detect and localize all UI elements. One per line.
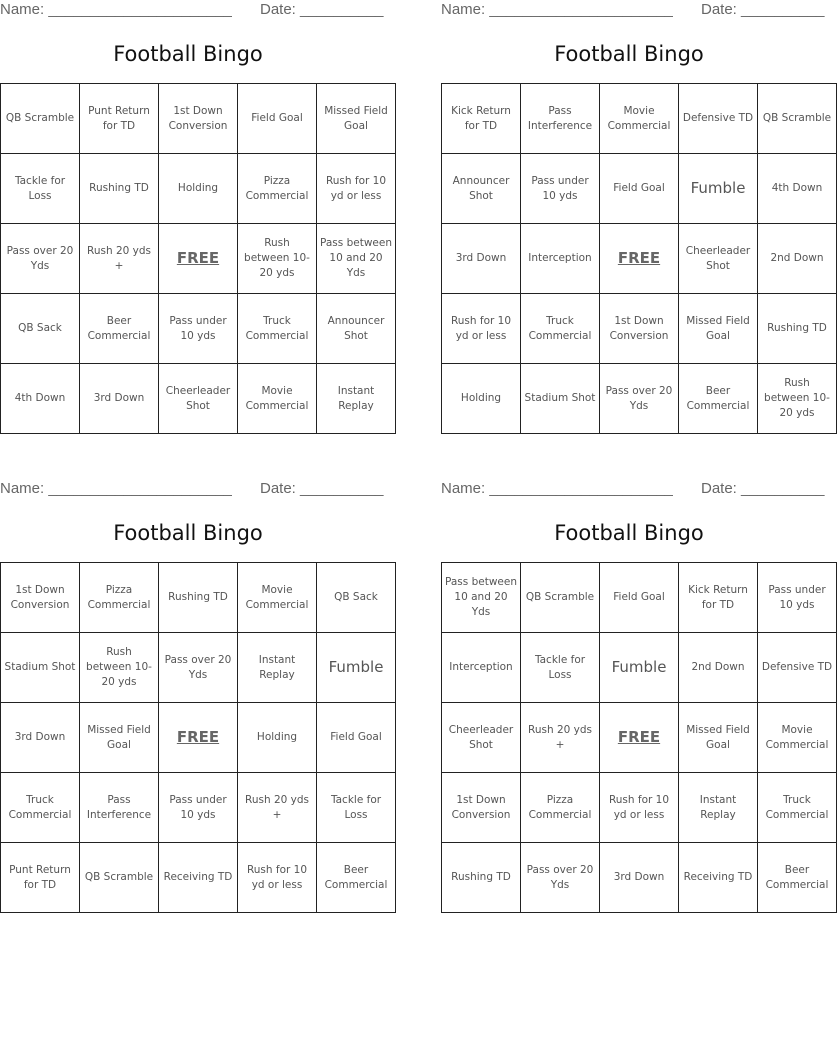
bingo-cell: 1st Down Conversion	[1, 563, 80, 633]
card-title: Football Bingo	[554, 521, 704, 545]
bingo-cell: Pass under 10 yds	[159, 294, 238, 364]
bingo-cell: Stadium Shot	[521, 364, 600, 434]
bingo-cell: QB Sack	[1, 294, 80, 364]
bingo-cell: 1st Down Conversion	[442, 773, 521, 843]
bingo-cell: Movie Commercial	[758, 703, 837, 773]
bingo-cell: 2nd Down	[758, 224, 837, 294]
bingo-cell: Pass under 10 yds	[758, 563, 837, 633]
bingo-cell: Receiving TD	[679, 843, 758, 913]
grid-row	[442, 294, 837, 364]
name-field-label: Name: ______________________	[0, 480, 232, 497]
bingo-cell: Punt Return for TD	[1, 843, 80, 913]
date-field-label: Date: __________	[701, 480, 825, 497]
bingo-cell: Pass between 10 and 20 Yds	[317, 224, 396, 294]
bingo-card	[441, 0, 832, 440]
bingo-cell: Rush between 10-20 yds	[758, 364, 837, 434]
name-field-label: Name: ______________________	[441, 1, 673, 18]
bingo-cell: 4th Down	[1, 364, 80, 434]
bingo-cell: Rush between 10-20 yds	[238, 224, 317, 294]
bingo-card	[441, 479, 833, 919]
bingo-cell: Pass over 20 Yds	[600, 364, 679, 434]
bingo-cell: Beer Commercial	[758, 843, 837, 913]
name-field-label: Name: ______________________	[0, 1, 232, 18]
bingo-grid	[0, 562, 396, 913]
grid-row	[442, 364, 837, 434]
bingo-cell: Receiving TD	[159, 843, 238, 913]
card-title: Football Bingo	[554, 42, 704, 66]
bingo-cell: 3rd Down	[1, 703, 80, 773]
bingo-cell: Beer Commercial	[317, 843, 396, 913]
free-space: FREE	[600, 224, 679, 294]
bingo-cell: Instant Replay	[679, 773, 758, 843]
bingo-cell: Cheerleader Shot	[679, 224, 758, 294]
bingo-cell: Rush 20 yds +	[80, 224, 159, 294]
bingo-cell: Instant Replay	[317, 364, 396, 434]
bingo-cell: Rush between 10-20 yds	[80, 633, 159, 703]
bingo-cell: Cheerleader Shot	[442, 703, 521, 773]
bingo-cell: Truck Commercial	[521, 294, 600, 364]
grid-row	[1, 703, 396, 773]
bingo-cell: Tackle for Loss	[1, 154, 80, 224]
bingo-cell: Defensive TD	[758, 633, 837, 703]
bingo-cell: Pass over 20 Yds	[159, 633, 238, 703]
bingo-cell: Rush for 10 yd or less	[600, 773, 679, 843]
bingo-cell: Field Goal	[317, 703, 396, 773]
bingo-cell: Field Goal	[238, 84, 317, 154]
bingo-cell: QB Scramble	[758, 84, 837, 154]
bingo-cell: Missed Field Goal	[317, 84, 396, 154]
grid-row	[1, 364, 396, 434]
card-header	[441, 480, 825, 500]
bingo-cell: Defensive TD	[679, 84, 758, 154]
bingo-cell: 2nd Down	[679, 633, 758, 703]
bingo-cell: Field Goal	[600, 563, 679, 633]
bingo-cell: Kick Return for TD	[679, 563, 758, 633]
bingo-cell: Instant Replay	[238, 633, 317, 703]
card-title: Football Bingo	[113, 521, 263, 545]
grid-row	[1, 773, 396, 843]
bingo-cell: Rushing TD	[80, 154, 159, 224]
bingo-cell: Rush for 10 yd or less	[238, 843, 317, 913]
grid-row	[442, 563, 837, 633]
bingo-grid	[441, 83, 837, 434]
card-title: Football Bingo	[113, 42, 263, 66]
bingo-cell: Rush 20 yds +	[521, 703, 600, 773]
bingo-cell: Pizza Commercial	[521, 773, 600, 843]
grid-row	[442, 84, 837, 154]
grid-row	[1, 294, 396, 364]
bingo-cell: Pass under 10 yds	[521, 154, 600, 224]
bingo-cell: Tackle for Loss	[521, 633, 600, 703]
bingo-cell: 3rd Down	[80, 364, 159, 434]
card-header	[0, 1, 384, 21]
bingo-cell: Missed Field Goal	[80, 703, 159, 773]
grid-row	[1, 224, 396, 294]
bingo-cell: Cheerleader Shot	[159, 364, 238, 434]
bingo-cell: Announcer Shot	[442, 154, 521, 224]
bingo-cell: Beer Commercial	[679, 364, 758, 434]
bingo-cell: QB Scramble	[80, 843, 159, 913]
bingo-cell: Kick Return for TD	[442, 84, 521, 154]
bingo-cell: 1st Down Conversion	[600, 294, 679, 364]
free-space: FREE	[159, 703, 238, 773]
bingo-cell: Movie Commercial	[238, 563, 317, 633]
bingo-cell: QB Scramble	[521, 563, 600, 633]
bingo-cell: Interception	[521, 224, 600, 294]
grid-row	[442, 154, 837, 224]
bingo-cell: Holding	[442, 364, 521, 434]
bingo-cell: Pass Interference	[521, 84, 600, 154]
bingo-cell: Tackle for Loss	[317, 773, 396, 843]
bingo-cell: Holding	[238, 703, 317, 773]
bingo-cell: Movie Commercial	[238, 364, 317, 434]
date-field-label: Date: __________	[260, 1, 384, 18]
bingo-cell: Pass over 20 Yds	[521, 843, 600, 913]
bingo-cell: Missed Field Goal	[679, 294, 758, 364]
bingo-cell: 1st Down Conversion	[159, 84, 238, 154]
grid-row	[442, 773, 837, 843]
bingo-cell: Pass Interference	[80, 773, 159, 843]
bingo-cell: Pass between 10 and 20 Yds	[442, 563, 521, 633]
bingo-cell: Pass over 20 Yds	[1, 224, 80, 294]
bingo-cell: Pizza Commercial	[238, 154, 317, 224]
bingo-cell: Interception	[442, 633, 521, 703]
bingo-card	[0, 479, 388, 919]
bingo-cell: Missed Field Goal	[679, 703, 758, 773]
grid-row	[1, 843, 396, 913]
bingo-cell: Truck Commercial	[1, 773, 80, 843]
bingo-cell: Announcer Shot	[317, 294, 396, 364]
name-field-label: Name: ______________________	[441, 480, 673, 497]
date-field-label: Date: __________	[701, 1, 825, 18]
bingo-cell: Punt Return for TD	[80, 84, 159, 154]
bingo-cell: QB Scramble	[1, 84, 80, 154]
bingo-cell: Pass under 10 yds	[159, 773, 238, 843]
bingo-cell: Holding	[159, 154, 238, 224]
bingo-cell: Truck Commercial	[238, 294, 317, 364]
bingo-cell: Rush for 10 yd or less	[317, 154, 396, 224]
bingo-cell: Rushing TD	[159, 563, 238, 633]
bingo-cell: Beer Commercial	[80, 294, 159, 364]
grid-row	[1, 154, 396, 224]
free-space: FREE	[600, 703, 679, 773]
grid-row	[442, 224, 837, 294]
bingo-cell: Rushing TD	[442, 843, 521, 913]
grid-row	[1, 84, 396, 154]
grid-row	[1, 563, 396, 633]
grid-row	[442, 843, 837, 913]
grid-row	[442, 633, 837, 703]
bingo-cell: Fumble	[679, 154, 758, 224]
bingo-cell: Stadium Shot	[1, 633, 80, 703]
grid-row	[1, 633, 396, 703]
date-field-label: Date: __________	[260, 480, 384, 497]
card-header	[441, 1, 825, 21]
card-header	[0, 480, 384, 500]
bingo-cell: Rushing TD	[758, 294, 837, 364]
bingo-cell: 4th Down	[758, 154, 837, 224]
bingo-cell: Truck Commercial	[758, 773, 837, 843]
bingo-cell: Field Goal	[600, 154, 679, 224]
grid-row	[442, 703, 837, 773]
bingo-cell: Rush 20 yds +	[238, 773, 317, 843]
bingo-cell: QB Sack	[317, 563, 396, 633]
bingo-cell: Fumble	[317, 633, 396, 703]
free-space: FREE	[159, 224, 238, 294]
bingo-cell: Movie Commercial	[600, 84, 679, 154]
bingo-cell: 3rd Down	[442, 224, 521, 294]
bingo-card	[0, 0, 392, 440]
bingo-cell: Rush for 10 yd or less	[442, 294, 521, 364]
bingo-cell: 3rd Down	[600, 843, 679, 913]
bingo-cell: Pizza Commercial	[80, 563, 159, 633]
bingo-cell: Fumble	[600, 633, 679, 703]
bingo-grid	[0, 83, 396, 434]
bingo-grid	[441, 562, 837, 913]
